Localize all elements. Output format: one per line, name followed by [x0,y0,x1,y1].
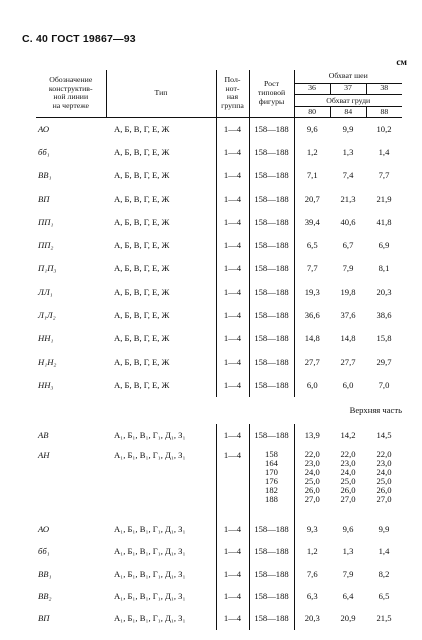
row-value: 21,3 [340,193,356,204]
row-value: 9,6 [342,523,354,534]
row-figure-height-list [249,446,294,518]
row-value: 14,8 [304,333,320,344]
row-group: 1—4 [216,518,249,540]
row-value: 22,0 [376,448,392,459]
row-value: 41,8 [376,216,392,227]
row-value: 6,5 [378,590,390,601]
row-designation: Л₁Л₂ [38,310,56,321]
unit-label: см [396,58,407,68]
row-figure-height: 158—188 [249,233,294,256]
row-type: А, Б, В, Г, Е, Ж [106,280,216,303]
row-value: 38,6 [376,310,392,321]
row-group: 1—4 [216,140,249,163]
row-value: 9,9 [378,523,390,534]
row-designation: НН₃ [38,379,54,390]
measurements-table [36,70,402,630]
table-row [36,187,402,210]
row-type: А, Б, В, Г, Е, Ж [106,187,216,210]
row-value: 1,2 [306,546,318,557]
row-type: А, Б, В, Г, Е, Ж [106,327,216,350]
row-value: 14,2 [340,429,356,440]
row-figure-height: 158 [265,448,278,459]
row-value: 26,0 [304,484,320,495]
row-value: 7,4 [342,170,354,181]
table-row [36,424,402,446]
table-row [36,233,402,256]
row-value: 7,9 [342,568,354,579]
row-value: 6,0 [306,379,318,390]
row-figure-height: 158—188 [249,540,294,562]
row-group: 1—4 [216,187,249,210]
row-figure-height: 158—188 [249,562,294,584]
row-group: 1—4 [216,327,249,350]
row-value: 27,0 [340,493,356,504]
row-designation: ВВ₁ [38,568,52,579]
row-designation: ПП₁ [38,216,54,227]
row-value: 9,3 [306,523,318,534]
row-figure-height: 158—188 [249,350,294,373]
row-value: 13,9 [304,429,320,440]
row-value-list [366,446,402,518]
row-value: 8,2 [378,568,390,579]
row-group: 1—4 [216,257,249,280]
row-figure-height: 158—188 [249,327,294,350]
row-value: 27,7 [340,356,356,367]
row-value: 14,5 [376,429,392,440]
row-designation: Н₁Н₂ [38,356,57,367]
row-value: 29,7 [376,356,392,367]
col-header-type: Тип [106,70,216,117]
row-group: 1—4 [216,280,249,303]
row-designation: ПП₂ [38,240,54,251]
row-designation: АВ [38,429,49,440]
row-type: А₁, Б₁, В₁, Г₁, Д₁, З₁ [106,562,216,584]
row-group: 1—4 [216,540,249,562]
neck-value: 37 [330,83,366,94]
row-value: 6,4 [342,590,354,601]
row-type: А₁, Б₁, В₁, Г₁, Д₁, З₁ [106,446,216,518]
row-designation: АО [38,123,50,134]
row-group: 1—4 [216,424,249,446]
row-value: 23,0 [304,457,320,468]
row-figure-height: 158—188 [249,424,294,446]
row-value: 27,0 [376,493,392,504]
row-figure-height: 158—188 [249,117,294,140]
row-value: 22,0 [340,448,356,459]
row-type: А, Б, В, Г, Е, Ж [106,210,216,233]
row-group: 1—4 [216,585,249,607]
row-value: 14,8 [340,333,356,344]
row-type: А, Б, В, Г, Е, Ж [106,164,216,187]
row-type: А₁, Б₁, В₁, Г₁, Д₁, З₁ [106,607,216,629]
table-row [36,140,402,163]
row-designation: бб₁ [38,146,50,157]
table-row [36,585,402,607]
row-figure-height: 158—188 [249,303,294,326]
row-value: 6,3 [306,590,318,601]
row-figure-height: 188 [265,493,278,504]
row-figure-height: 170 [265,466,278,477]
row-value: 40,6 [340,216,356,227]
neck-value: 38 [366,83,402,94]
row-type: А, Б, В, Г, Е, Ж [106,373,216,396]
table-row [36,210,402,233]
row-figure-height: 158—188 [249,164,294,187]
row-designation: АН [38,449,50,460]
row-value: 20,3 [376,286,392,297]
row-value: 26,0 [340,484,356,495]
table-row [36,280,402,303]
table-row [36,518,402,540]
chest-header-group [294,94,402,117]
row-type: А, Б, В, Г, Е, Ж [106,140,216,163]
row-value: 7,7 [306,263,318,274]
section-title: Верхняя часть [349,405,403,416]
chest-value: 84 [331,107,367,117]
row-type: А, Б, В, Г, Е, Ж [106,350,216,373]
col-header-name: Обозначение конструктив- ной линии на чертеже [36,70,106,117]
row-value: 20,3 [304,613,320,624]
table-row [36,607,402,629]
row-value: 19,3 [304,286,320,297]
row-figure-height: 158—188 [249,187,294,210]
row-value: 7,7 [378,170,390,181]
row-designation: ВП [38,613,50,624]
row-type: А₁, Б₁, В₁, Г₁, Д₁, З₁ [106,540,216,562]
row-group: 1—4 [216,373,249,396]
row-value: 1,2 [306,146,318,157]
row-value: 27,0 [304,493,320,504]
row-value: 6,7 [342,240,354,251]
row-value: 9,9 [342,123,354,134]
row-type: А, Б, В, Г, Е, Ж [106,303,216,326]
row-figure-height: 158—188 [249,585,294,607]
row-designation: НН₁ [38,333,54,344]
row-value: 21,5 [376,613,392,624]
row-designation: ВП [38,193,50,204]
row-designation: ВВ₂ [38,590,52,601]
row-type: А₁, Б₁, В₁, Г₁, Д₁, З₁ [106,518,216,540]
row-value: 8,1 [378,263,390,274]
table-row [36,303,402,326]
row-figure-height: 164 [265,457,278,468]
row-designation: ВВ₁ [38,170,52,181]
row-value: 19,8 [340,286,356,297]
row-value: 7,9 [342,263,354,274]
chest-value: 88 [380,106,389,116]
row-value: 23,0 [340,457,356,468]
row-group: 1—4 [216,562,249,584]
table-row [36,350,402,373]
row-value: 20,9 [340,613,356,624]
row-group: 1—4 [216,164,249,187]
table-row [36,327,402,350]
row-value: 1,3 [342,546,354,557]
table-row [36,117,402,140]
row-figure-height: 158—188 [249,210,294,233]
row-designation: АО [38,523,50,534]
row-value: 1,4 [378,546,390,557]
row-group: 1—4 [216,210,249,233]
row-value: 7,0 [378,379,390,390]
row-figure-height: 158—188 [249,280,294,303]
row-figure-height: 158—188 [249,140,294,163]
row-value: 26,0 [376,484,392,495]
row-value: 1,3 [342,146,354,157]
chest-value: 80 [295,107,331,117]
row-value: 25,0 [340,475,356,486]
row-value: 24,0 [304,466,320,477]
row-value-list [294,446,330,518]
row-group: 1—4 [216,117,249,140]
table-row [36,257,402,280]
row-value: 21,9 [376,193,392,204]
row-group: 1—4 [216,233,249,256]
row-group: 1—4 [216,607,249,629]
row-figure-height: 158—188 [249,518,294,540]
neck-value: 36 [294,83,330,94]
row-value: 22,0 [304,448,320,459]
row-type: А₁, Б₁, В₁, Г₁, Д₁, З₁ [106,585,216,607]
col-header-neck: Обхват шеи [294,70,402,83]
row-value: 37,6 [340,310,356,321]
col-header-chest: Обхват груди [295,95,403,107]
table-row [36,446,402,518]
row-value: 9,6 [306,123,318,134]
row-designation: ЛЛ₁ [38,286,53,297]
row-value: 6,9 [378,240,390,251]
row-figure-height: 176 [265,475,278,486]
row-value: 6,5 [306,240,318,251]
row-figure-height: 158—188 [249,373,294,396]
col-header-group: Пол- нот- ная группа [216,70,249,117]
row-type: А, Б, В, Г, Е, Ж [106,257,216,280]
row-value: 1,4 [378,146,390,157]
table-row [36,164,402,187]
table-row [36,373,402,396]
row-designation: бб₁ [38,546,50,557]
row-value: 7,1 [306,170,318,181]
row-value: 24,0 [340,466,356,477]
table-row [36,540,402,562]
row-value: 23,0 [376,457,392,468]
row-value: 10,2 [376,123,392,134]
row-group: 1—4 [216,446,249,518]
row-designation: П₁П₃ [38,263,57,274]
row-value: 25,0 [376,475,392,486]
row-value: 6,0 [342,379,354,390]
row-figure-height: 182 [265,484,278,495]
col-header-figure: Рост типовой фигуры [249,70,294,117]
row-value: 20,7 [304,193,320,204]
row-type: А₁, Б₁, В₁, Г₁, Д₁, З₁ [106,424,216,446]
row-value: 24,0 [376,466,392,477]
row-value: 39,4 [304,216,320,227]
row-value: 27,7 [304,356,320,367]
row-value: 36,6 [304,310,320,321]
row-group: 1—4 [216,303,249,326]
row-group: 1—4 [216,350,249,373]
row-figure-height: 158—188 [249,607,294,629]
row-type: А, Б, В, Г, Е, Ж [106,233,216,256]
row-figure-height: 158—188 [249,257,294,280]
row-value: 7,6 [306,568,318,579]
row-value: 25,0 [304,475,320,486]
page-header: С. 40 ГОСТ 19867—93 [22,33,136,45]
row-type: А, Б, В, Г, Е, Ж [106,117,216,140]
table-row [36,562,402,584]
row-value: 15,8 [376,333,392,344]
row-value-list [330,446,366,518]
